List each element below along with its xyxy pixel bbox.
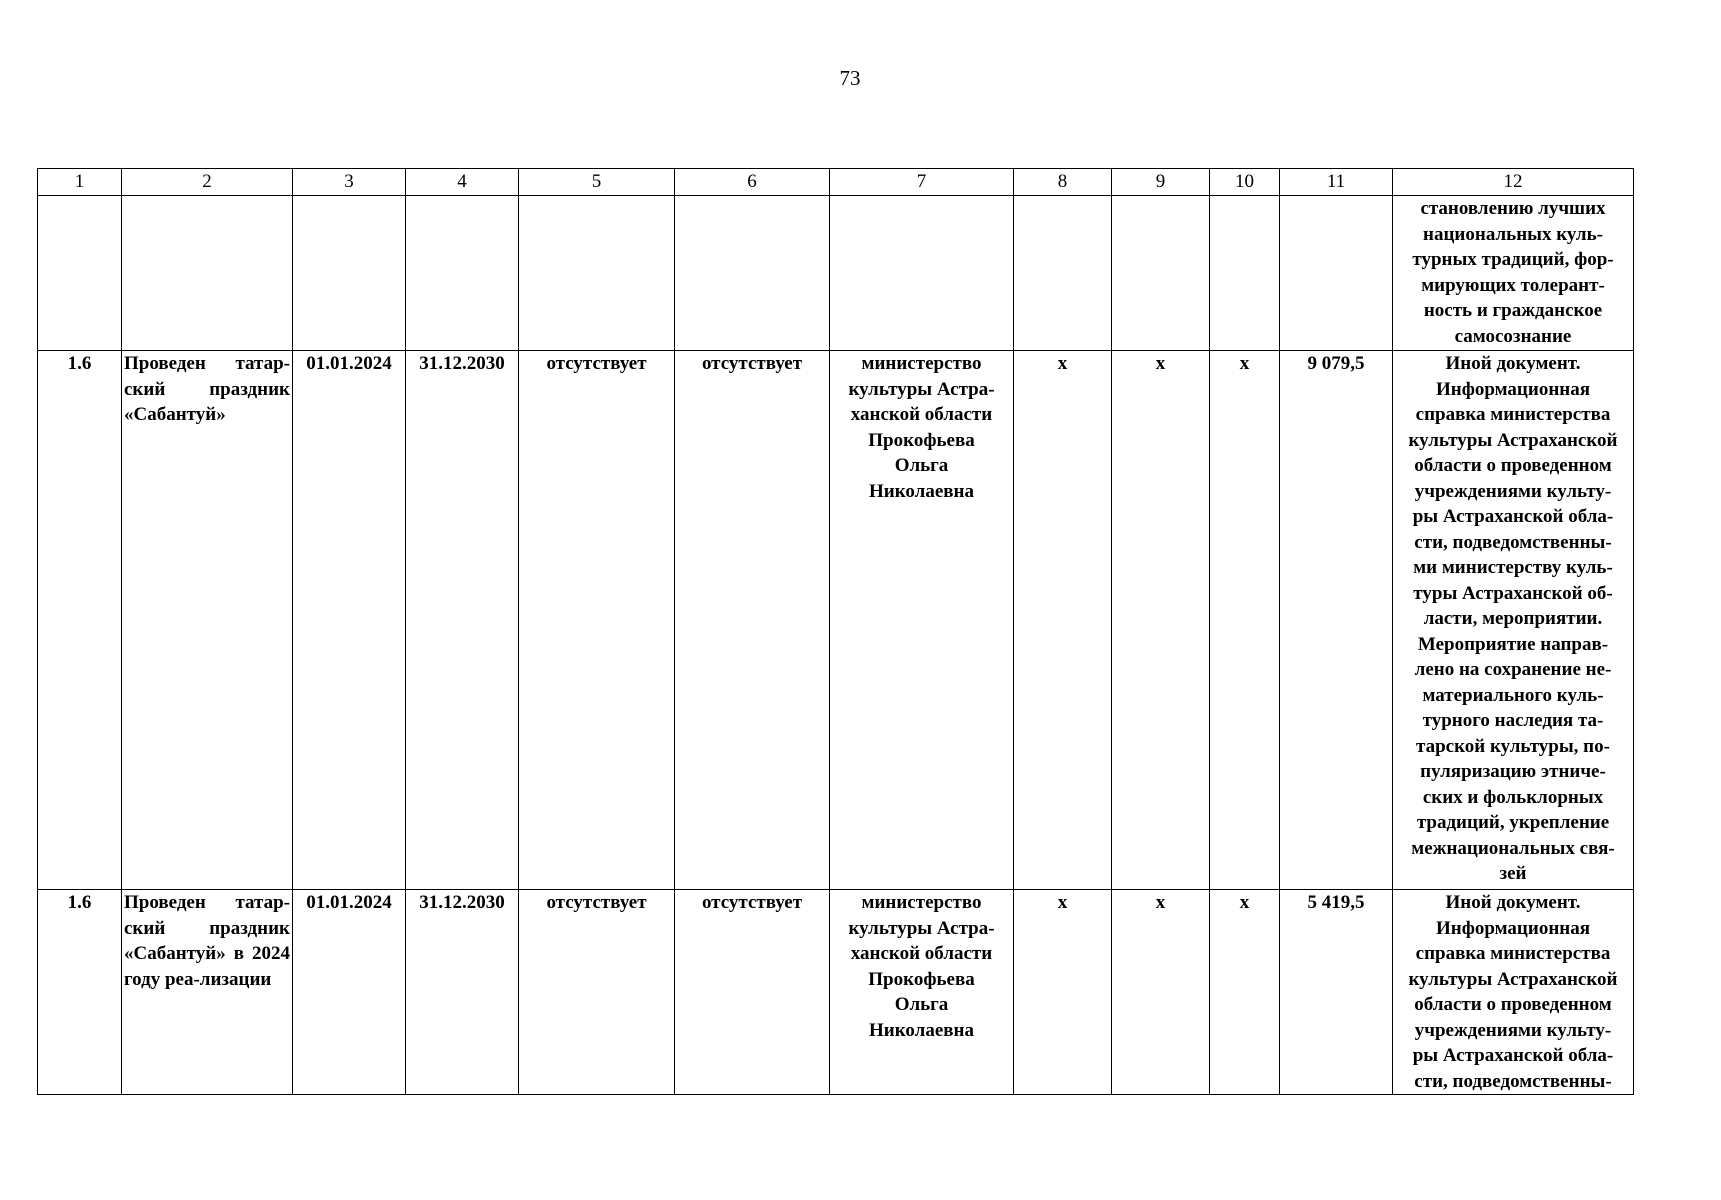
column-number-row <box>38 169 1634 196</box>
column-number: 2 <box>122 169 293 196</box>
column-number: 10 <box>1210 169 1280 196</box>
page-number: 73 <box>839 66 861 90</box>
column-number: 8 <box>1014 169 1112 196</box>
empty-cell <box>122 196 293 351</box>
col6-value: отсутствует <box>675 351 830 890</box>
column-number: 6 <box>675 169 830 196</box>
measure-name: Проведен татар-ский праздник «Сабантуй» в 2024 году реа-лизации <box>122 890 293 1095</box>
document-cell: Иной документ. Информационная справка министерства культуры Астраханской области о проведенном учреждениями культу- ры Астраханской обла- сти, подведомственны- ми министерству куль- туры Астраханской об- ласти, мероприятии. Мероприятие направ- лено на сохранение не- материального куль- турного наследия та- тарской культуры, по- пуляризацию этниче- ских и фольклорных традиций, укрепление межнациональных свя- зей <box>1393 351 1634 890</box>
continuation-row <box>38 196 1634 351</box>
start-date: 01.01.2024 <box>293 351 406 890</box>
col6-value: отсутствует <box>675 890 830 1095</box>
col10-value: х <box>1210 890 1280 1095</box>
col8-value: х <box>1014 890 1112 1095</box>
empty-cell <box>519 196 675 351</box>
start-date: 01.01.2024 <box>293 890 406 1095</box>
empty-cell <box>830 196 1014 351</box>
empty-cell <box>38 196 122 351</box>
empty-cell <box>1210 196 1280 351</box>
col5-value: отсутствует <box>519 351 675 890</box>
column-number: 12 <box>1393 169 1634 196</box>
measure-name: Проведен татар-ский праздник «Сабантуй» <box>122 351 293 890</box>
row-number: 1.6 <box>38 351 122 890</box>
empty-cell <box>1280 196 1393 351</box>
empty-cell <box>1014 196 1112 351</box>
empty-cell <box>675 196 830 351</box>
empty-cell <box>406 196 519 351</box>
amount-value: 5 419,5 <box>1280 890 1393 1095</box>
responsible-executor: министерство культуры Астра- ханской области Прокофьева Ольга Николаевна <box>830 351 1014 890</box>
table-row <box>38 351 1634 890</box>
col9-value: х <box>1112 890 1210 1095</box>
row-number: 1.6 <box>38 890 122 1095</box>
end-date: 31.12.2030 <box>406 351 519 890</box>
column-number: 9 <box>1112 169 1210 196</box>
empty-cell <box>293 196 406 351</box>
column-number: 5 <box>519 169 675 196</box>
empty-cell <box>1112 196 1210 351</box>
column-number: 7 <box>830 169 1014 196</box>
column-number: 1 <box>38 169 122 196</box>
end-date: 31.12.2030 <box>406 890 519 1095</box>
measures-table <box>37 168 1634 1095</box>
table-row <box>38 890 1634 1095</box>
document-cell: становлению лучших национальных куль- турных традиций, фор- мирующих толерант- ность и гражданское самосознание <box>1393 196 1634 351</box>
col10-value: х <box>1210 351 1280 890</box>
column-number: 3 <box>293 169 406 196</box>
responsible-executor: министерство культуры Астра- ханской области Прокофьева Ольга Николаевна <box>830 890 1014 1095</box>
column-number: 11 <box>1280 169 1393 196</box>
document-cell: Иной документ. Информационная справка министерства культуры Астраханской области о проведенном учреждениями культу- ры Астраханской обла- сти, подведомственны- <box>1393 890 1634 1095</box>
amount-value: 9 079,5 <box>1280 351 1393 890</box>
col9-value: х <box>1112 351 1210 890</box>
col5-value: отсутствует <box>519 890 675 1095</box>
col8-value: х <box>1014 351 1112 890</box>
column-number: 4 <box>406 169 519 196</box>
